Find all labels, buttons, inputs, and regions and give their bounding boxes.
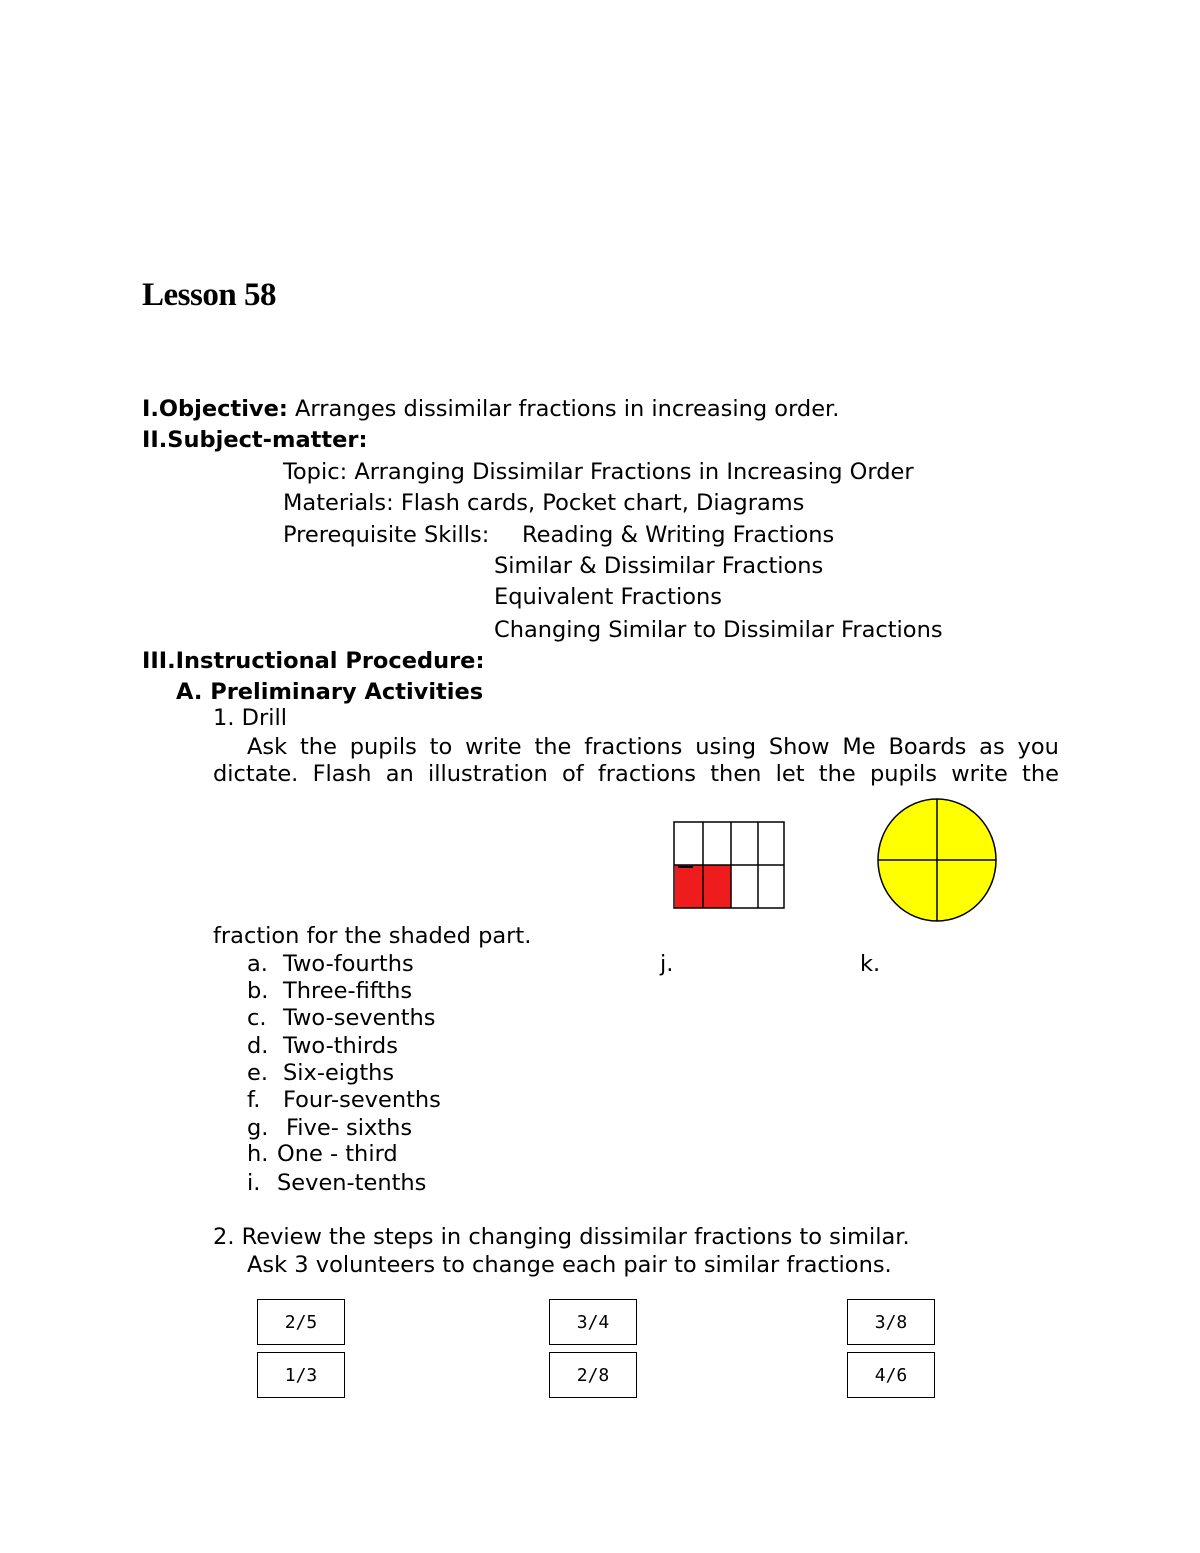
materials-line: Materials: Flash cards, Pocket chart, Diagrams [283, 490, 805, 516]
paragraph-word: let [775, 761, 805, 787]
objective-line [142, 398, 839, 421]
diagram-label-j: j. [660, 951, 674, 977]
paragraph-word: write [951, 761, 1008, 787]
drill-paragraph-line [247, 736, 1059, 759]
drill-paragraph-line [213, 763, 1059, 786]
drill-item-text: Two-fourths [283, 951, 414, 977]
drill-item-text: Six-eigths [283, 1060, 395, 1086]
paragraph-word: fractions [597, 761, 697, 787]
drill-item-letter: g. [247, 1115, 269, 1141]
paragraph-word: you [1017, 734, 1059, 760]
drill-item-letter: h. [247, 1141, 269, 1167]
drill-item-text: Seven-tenths [277, 1170, 427, 1196]
review-heading: 2. Review the steps in changing dissimilar fractions to similar. [213, 1224, 910, 1250]
procedure-label: III.Instructional Procedure: [142, 648, 485, 674]
paragraph-word: Me [842, 734, 876, 760]
drill-item-letter: a. [247, 951, 268, 977]
paragraph-word: of [561, 761, 584, 787]
drill-paragraph-line: fraction for the shaded part. [213, 923, 532, 949]
paragraph-word: write [465, 734, 522, 760]
paragraph-word: an [385, 761, 414, 787]
paragraph-word: using [695, 734, 756, 760]
drill-item-letter: c. [247, 1005, 267, 1031]
fraction-card: 3/8 [847, 1299, 935, 1345]
paragraph-word: the [1022, 761, 1059, 787]
paragraph-word: Ask [247, 734, 288, 760]
drill-item-text: Four-sevenths [283, 1087, 441, 1113]
subject-matter-label: II.Subject-matter: [142, 427, 368, 453]
drill-item-letter: i. [247, 1170, 261, 1196]
fraction-card: 4/6 [847, 1352, 935, 1398]
objective-text: Arranges dissimilar fractions in increasing order. [287, 396, 840, 422]
fraction-grid-diagram [673, 821, 786, 910]
fraction-card: 1/3 [257, 1352, 345, 1398]
drill-item-letter: d. [247, 1033, 269, 1059]
paragraph-word: to [429, 734, 453, 760]
prerequisite-skill: Changing Similar to Dissimilar Fractions [494, 617, 943, 643]
diagram-label-k: k. [860, 951, 881, 977]
section-a-heading: A. Preliminary Activities [176, 679, 484, 705]
drill-item-text: Two-sevenths [283, 1005, 436, 1031]
objective-label: I.Objective: [142, 396, 288, 422]
drill-item-text: Five- sixths [286, 1115, 413, 1141]
paragraph-word: pupils [349, 734, 417, 760]
paragraph-word: the [818, 761, 856, 787]
paragraph-word: fractions [584, 734, 683, 760]
topic-line: Topic: Arranging Dissimilar Fractions in Increasing Order [283, 459, 914, 485]
prerequisite-skill: Equivalent Fractions [494, 584, 722, 610]
fraction-card: 2/5 [257, 1299, 345, 1345]
drill-item-text: Two-thirds [283, 1033, 398, 1059]
prerequisite-skill: Reading & Writing Fractions [522, 522, 835, 548]
drill-item-letter: e. [247, 1060, 268, 1086]
paragraph-word: Show [768, 734, 830, 760]
grid-cell-shaded [703, 865, 731, 908]
fraction-circle-diagram [875, 797, 999, 923]
drill-item-text: One - third [277, 1141, 398, 1167]
paragraph-word: then [710, 761, 762, 787]
prerequisite-skill: Similar & Dissimilar Fractions [494, 553, 824, 579]
paragraph-word: pupils [869, 761, 937, 787]
paragraph-word: the [534, 734, 572, 760]
fraction-card: 3/4 [549, 1299, 637, 1345]
paragraph-word: Boards [888, 734, 967, 760]
drill-item-letter: f. [247, 1087, 261, 1113]
drill-item-text: Three-fifths [283, 978, 413, 1004]
paragraph-word: Flash [312, 761, 372, 787]
paragraph-word: illustration [428, 761, 548, 787]
paragraph-word: the [299, 734, 337, 760]
paragraph-word: dictate. [213, 761, 299, 787]
drill-item-letter: b. [247, 978, 269, 1004]
prerequisite-label: Prerequisite Skills: [283, 522, 490, 548]
grid-cell-shaded [675, 865, 703, 908]
paragraph-word: as [979, 734, 1005, 760]
review-instruction: Ask 3 volunteers to change each pair to similar fractions. [247, 1252, 892, 1278]
fraction-card: 2/8 [549, 1352, 637, 1398]
drill-heading: 1. Drill [213, 705, 287, 731]
lesson-title: Lesson 58 [142, 277, 276, 313]
